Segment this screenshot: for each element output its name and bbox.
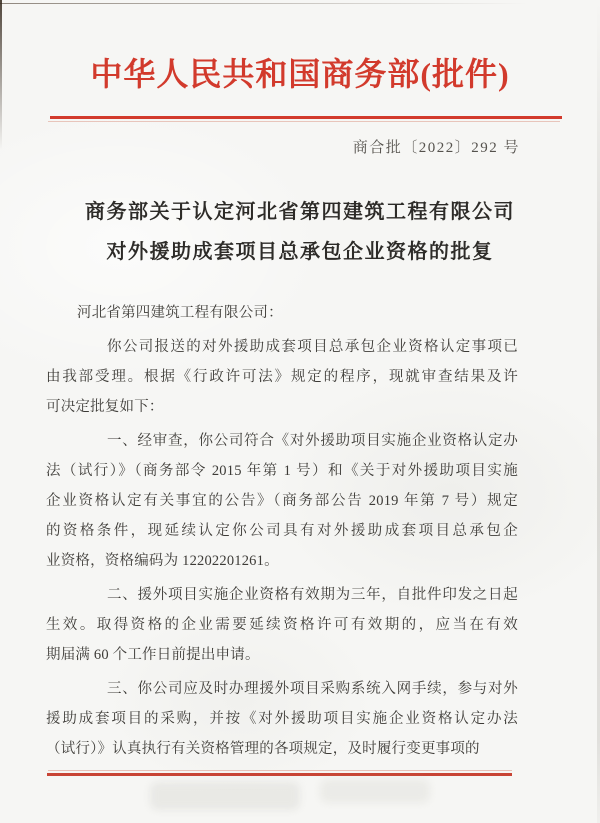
document-line: 河北省第四建筑工程有限公司： xyxy=(77,305,283,321)
document-line: 可决定批复如下： xyxy=(46,399,164,415)
document-number: 商合批〔2022〕292 号 xyxy=(352,140,520,156)
document-line: 一、经审查，你公司符合《对外援助项目实施企业资格认定办 xyxy=(107,433,518,449)
document-line: 你公司报送的对外援助成套项目总承包企业资格认定事项已 xyxy=(107,339,518,355)
document-title xyxy=(45,192,555,272)
document-title-line-2: 对外援助成套项目总承包企业资格的批复 xyxy=(106,241,494,263)
document-line: 的资格条件，现延续认定你公司具有对外援助成套项目总承包企 xyxy=(46,523,518,539)
document-line: 援助成套项目的采购，并按《对外援助项目实施企业资格认定办法 xyxy=(46,711,518,727)
document-line: 法（试行）》（商务部令 2015 年第 1 号）和《关于对外援助项目实施 xyxy=(46,463,518,479)
document-line: 由我部受理。根据《行政许可法》规定的程序，现就审查结果及许 xyxy=(46,369,518,385)
document-line: （试行）》认真执行有关资格管理的各项规定，及时履行变更事项的 xyxy=(46,741,480,757)
scan-top-edge-shadow xyxy=(0,3,528,4)
document-line: 生效。取得资格的企业需要延续资格许可有效期的，应当在有效 xyxy=(46,617,518,633)
document-body xyxy=(46,298,518,764)
document-line: 业资格，资格编码为 12202201261。 xyxy=(46,553,279,569)
letterhead-divider-thin xyxy=(48,121,560,122)
letterhead-title: 中华人民共和国商务部(批件) xyxy=(90,56,510,92)
footer-divider-thick xyxy=(47,773,512,776)
document-line: 三、你公司应及时办理援外项目采购系统入网手续，参与对外 xyxy=(107,681,518,697)
document-line: 二、援外项目实施企业资格有效期为三年，自批件印发之日起 xyxy=(107,587,518,603)
document-line: 期届满 60 个工作日前提出申请。 xyxy=(46,647,260,663)
letterhead-divider-thick xyxy=(50,116,562,119)
footer-divider-thin xyxy=(48,770,512,771)
document-title-line-1: 商务部关于认定河北省第四建筑工程有限公司 xyxy=(85,201,515,223)
page-showthrough-artifact xyxy=(150,782,300,810)
page-showthrough-artifact xyxy=(320,779,430,803)
document-line: 企业资格认定有关事宜的公告》（商务部公告 2019 年第 7 号）规定 xyxy=(46,493,518,509)
